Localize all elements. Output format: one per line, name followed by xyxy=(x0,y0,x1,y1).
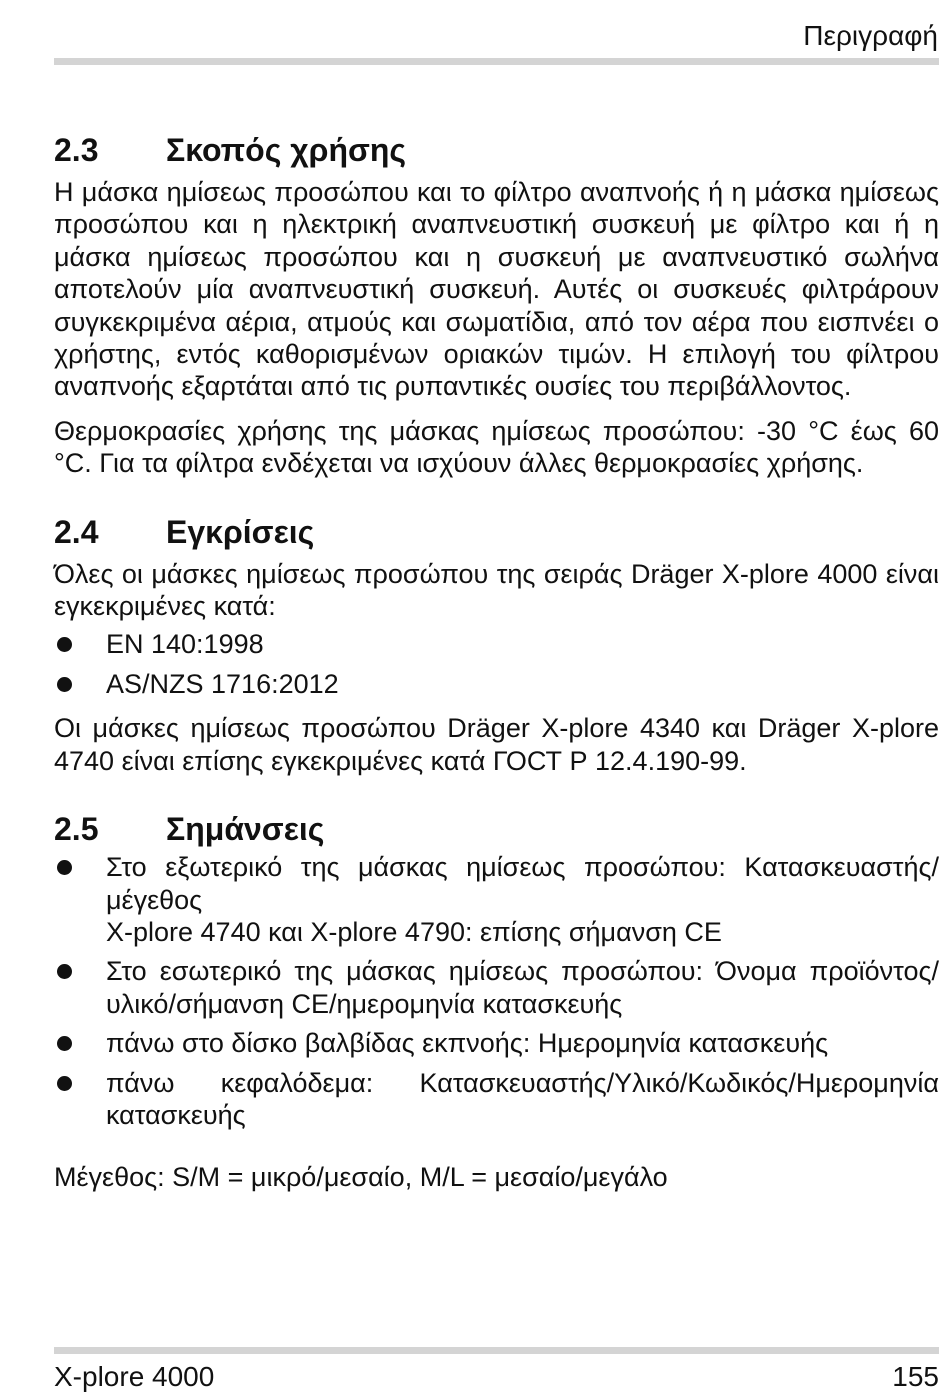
section-heading xyxy=(54,510,939,554)
section-title: Εγκρίσεις xyxy=(166,513,315,550)
approval-list xyxy=(54,628,939,700)
page-number: 155 xyxy=(892,1361,939,1392)
list-item xyxy=(54,1067,939,1132)
markings-list xyxy=(54,851,939,1131)
paragraph: Όλες οι μάσκες ημίσεως προσώπου της σειράς Dräger X-plore 4000 είναι εγκεκριμένες κατά: xyxy=(54,558,939,622)
section-intended-use xyxy=(54,128,939,480)
paragraph: Η μάσκα ημίσεως προσώπου και το φίλτρο αναπνοής ή η μάσκα ημίσεως προσώπου και η ηλεκτρική αναπνευστική συσκευή με φίλτρο και ή η μάσκα ημίσεως προσώπου και η συσκευή με αναπνευστικό σωλήνα αποτελούν μία αναπνευστική συσκευή. Αυτές οι συσκευές φιλτράρουν συγκεκριμένα αέρια, ατμούς και σωματίδια, από τον αέρα που εισπνέει ο χρήστης, εντός καθορισμένων οριακών τιμών. Η επιλογή του φίλτρου αναπνοής εξαρτάται από τις ρυπαντικές ουσίες του περιβάλλοντος. xyxy=(54,177,939,402)
list-item xyxy=(54,955,939,1020)
list-item xyxy=(54,628,939,660)
section-markings xyxy=(54,807,939,1194)
bullet-icon xyxy=(57,964,72,979)
page-content xyxy=(54,128,939,1194)
bullet-icon xyxy=(57,1036,72,1051)
list-item-text: EN 140:1998 xyxy=(106,629,264,660)
list-item xyxy=(54,851,939,948)
bullet-icon xyxy=(57,677,72,692)
section-heading xyxy=(54,128,939,172)
running-header: Περιγραφή xyxy=(803,20,938,51)
paragraph: Θερμοκρασίες χρήσης της μάσκας ημίσεως προσώπου: -30 °C έως 60 °C. Για τα φίλτρα ενδέχεται να ισχύουν άλλες θερμοκρασίες χρήσης. xyxy=(54,415,939,479)
list-item-text: Στο εξωτερικό της μάσκας ημίσεως προσώπου: Κατασκευαστής/ μέγεθος xyxy=(106,852,939,915)
bullet-icon xyxy=(57,1076,72,1091)
list-item-text: Στο εσωτερικό της μάσκας ημίσεως προσώπου: Όνομα προϊόντος/υλικό/σήμανση CE/ημερομηνία κατασκευής xyxy=(106,956,939,1019)
list-item-text: AS/NZS 1716:2012 xyxy=(106,668,339,699)
section-title: Σημάνσεις xyxy=(166,811,325,848)
list-item-text: πάνω κεφαλόδεμα: Κατασκευαστής/Υλικό/Κωδικός/Ημερομηνία κατασκευής xyxy=(106,1067,939,1130)
section-approvals xyxy=(54,510,939,777)
paragraph: Οι μάσκες ημίσεως προσώπου Dräger X-plore 4340 και Dräger X-plore 4740 είναι επίσης εγκεκριμένες κατά ГОСТ Р 12.4.190-99. xyxy=(54,713,939,776)
header-rule xyxy=(54,58,939,65)
bullet-icon xyxy=(57,860,72,875)
footer-rule xyxy=(54,1347,939,1354)
page-footer xyxy=(54,1360,939,1394)
section-heading xyxy=(54,807,939,851)
footer-product-name: X-plore 4000 xyxy=(54,1361,215,1392)
list-item-text: πάνω στο δίσκο βαλβίδας εκπνοής: Ημερομηνία κατασκευής xyxy=(106,1028,829,1059)
section-number: 2.4 xyxy=(54,513,99,550)
section-number: 2.3 xyxy=(54,132,99,168)
section-title: Σκοπός χρήσης xyxy=(166,132,407,168)
list-item xyxy=(54,1027,939,1059)
bullet-icon xyxy=(57,637,72,652)
section-number: 2.5 xyxy=(54,811,99,848)
list-item-subtext: X-plore 4740 και X-plore 4790: επίσης σήμανση CE xyxy=(106,916,722,947)
list-item xyxy=(54,668,939,700)
size-note: Μέγεθος: S/M = μικρό/μεσαίο, M/L = μεσαίο/μεγάλο xyxy=(54,1162,668,1193)
